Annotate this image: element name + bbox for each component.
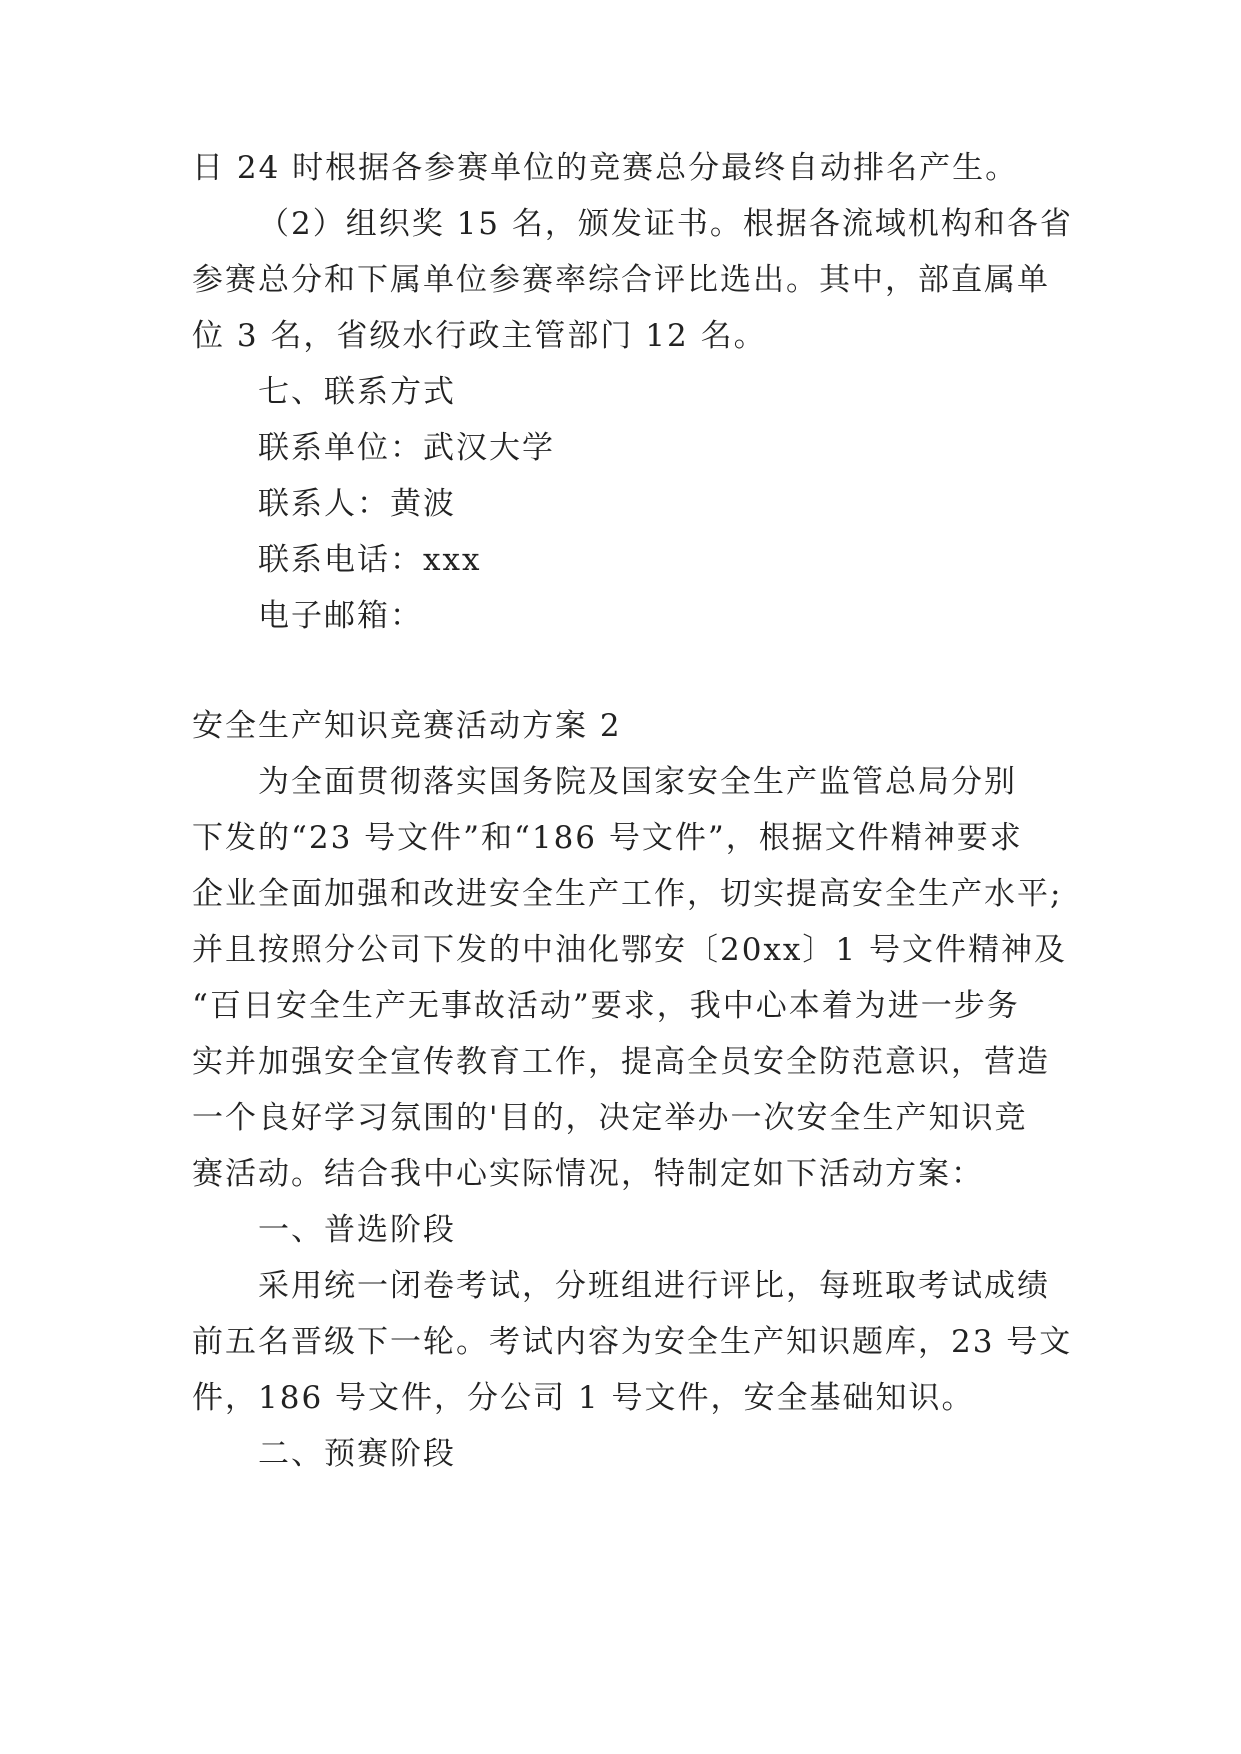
contact-email: 电子邮箱：	[258, 598, 423, 634]
paragraph-line: 参赛总分和下属单位参赛率综合评比选出。其中，部直属单	[192, 262, 1050, 298]
paragraph-line: 赛活动。结合我中心实际情况，特制定如下活动方案：	[192, 1156, 984, 1192]
paragraph-line: 并且按照分公司下发的中油化鄂安〔20xx〕1 号文件精神及	[192, 932, 1067, 968]
paragraph-line: 件，186 号文件，分公司 1 号文件，安全基础知识。	[192, 1380, 975, 1416]
paragraph-line: “百日安全生产无事故活动”要求，我中心本着为进一步务	[192, 988, 1020, 1024]
paragraph-line: 企业全面加强和改进安全生产工作，切实提高安全生产水平;	[192, 876, 1063, 912]
paragraph-line: 采用统一闭卷考试，分班组进行评比，每班取考试成绩	[258, 1268, 1050, 1304]
section-heading-contact: 七、联系方式	[258, 374, 456, 410]
contact-phone: 联系电话：xxx	[258, 542, 482, 578]
section-heading-preselection: 一、普选阶段	[258, 1212, 456, 1248]
paragraph-line: 下发的“23 号文件”和“186 号文件”，根据文件精神要求	[192, 820, 1023, 856]
paragraph-line: 实并加强安全宣传教育工作，提高全员安全防范意识，营造	[192, 1044, 1050, 1080]
contact-unit: 联系单位：武汉大学	[258, 430, 555, 466]
paragraph-line: 前五名晋级下一轮。考试内容为安全生产知识题库，23 号文	[192, 1324, 1073, 1360]
section-heading-preliminary: 二、预赛阶段	[258, 1436, 456, 1472]
contact-person: 联系人：黄波	[258, 486, 456, 522]
paragraph-line: 一个良好学习氛围的'目的，决定举办一次安全生产知识竞	[192, 1100, 1028, 1136]
document-title: 安全生产知识竞赛活动方案 2	[192, 708, 622, 744]
paragraph-line: 位 3 名，省级水行政主管部门 12 名。	[192, 318, 767, 354]
paragraph-line: （2）组织奖 15 名，颁发证书。根据各流域机构和各省	[258, 206, 1073, 242]
paragraph-line: 日 24 时根据各参赛单位的竞赛总分最终自动排名产生。	[192, 150, 1019, 186]
paragraph-line: 为全面贯彻落实国务院及国家安全生产监管总局分别	[258, 764, 1017, 800]
